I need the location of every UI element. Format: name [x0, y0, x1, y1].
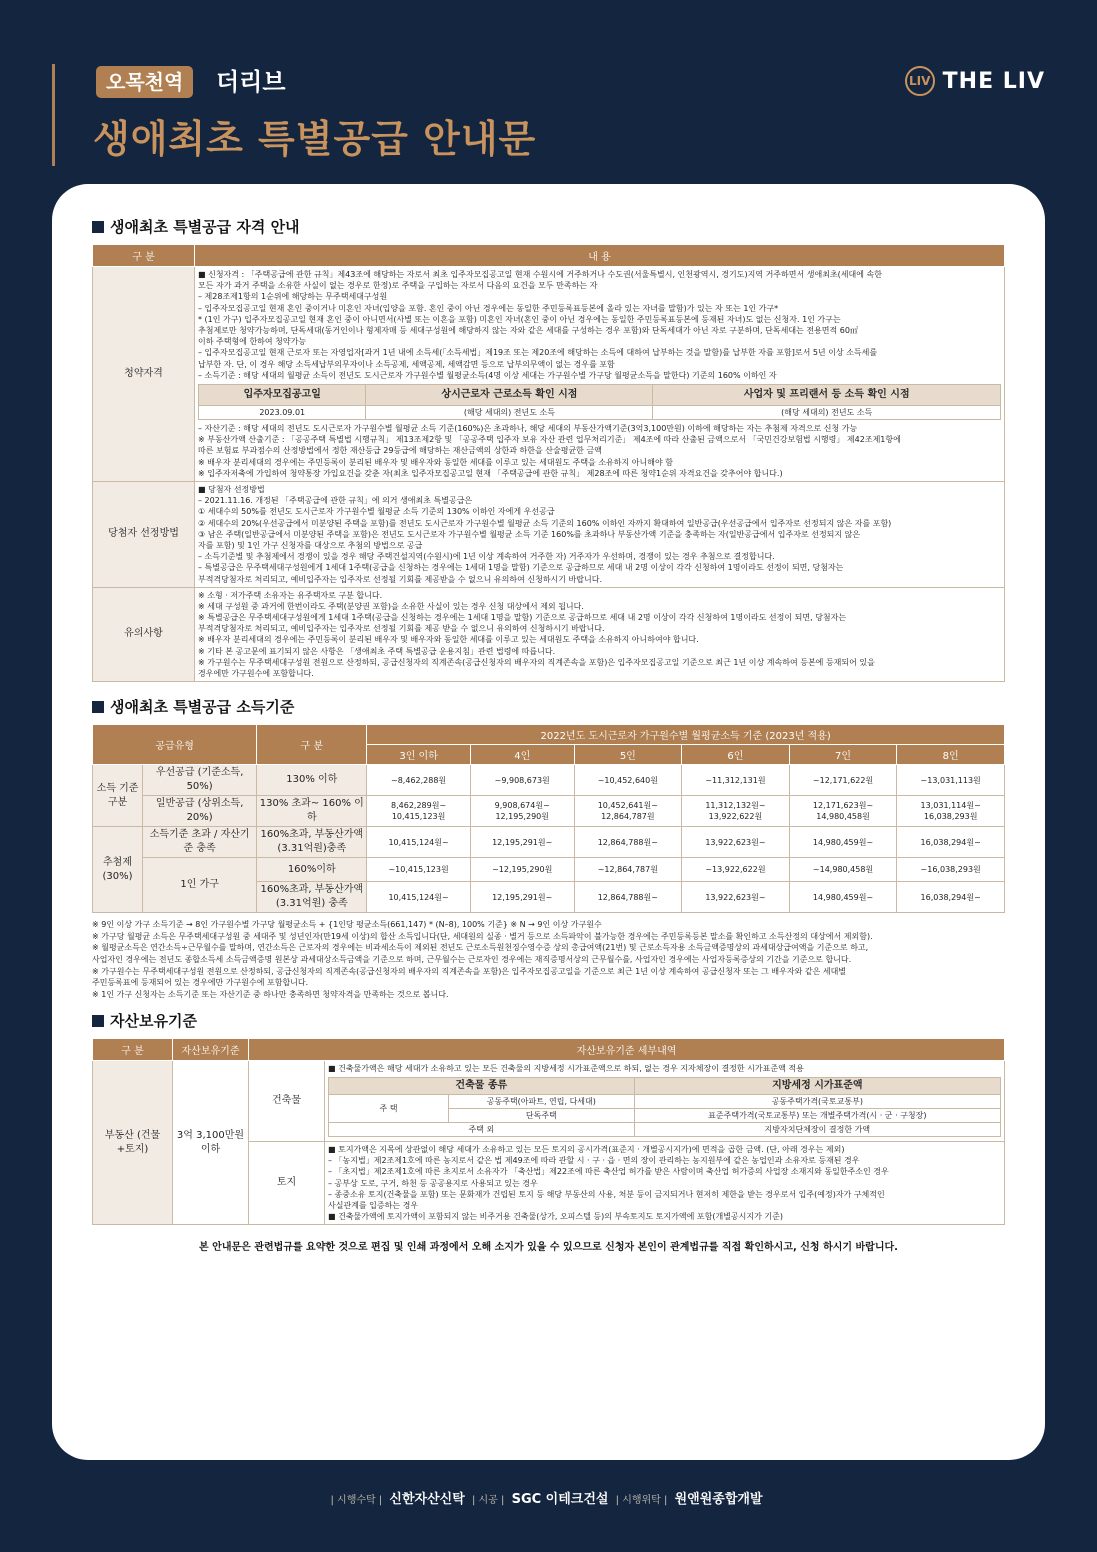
persons-header: 5인 — [574, 745, 682, 765]
building-price-0: 공동주택가격(국토교통부) — [634, 1094, 1000, 1108]
caution-line: ※ 특별공급은 무주택세대구성원에게 1세대 1주택(공급을 신청하는 경우에는 1세대 1명을 말함) 기준으로 공급하므로 세대 내 2명 이상이 각각 신청하여 1명이라도 선정이 되면, 당첨자는 — [198, 613, 847, 623]
footer-trust-company: 신한자산신탁 — [389, 1492, 465, 1507]
persons-header: 6인 — [682, 745, 790, 765]
income-val-1-5: 13,031,114원~ 16,038,293원 — [897, 796, 1005, 827]
income-val-3-1: ~12,195,290원 — [470, 858, 574, 882]
asset-building-detail — [325, 1061, 1005, 1142]
asset-head-limit: 자산보유기준 — [173, 1039, 249, 1061]
land-line: – 「농지법」제2조제1호에 따른 농지로서 같은 법 제49조에 따라 관할 시 · 구 · 읍 · 면의 장이 관리하는 농지원부에 같은 농업인과 소유자로 등재된 경우 — [328, 1156, 860, 1166]
income-note: ※ 가구당 월평균 소득은 무주택세대구성원 중 세대주 및 성년인자(만19세 이상)의 합산 소득입니다(단, 세대원의 실종 · 별거 등으로 소득파악이 불가능한 경우에는 주민등록등본 말소를 확인하고 소득산정의 대상에서 제외함). — [92, 931, 873, 941]
qualification-lines — [198, 269, 1001, 381]
col-header-content: 내 용 — [195, 245, 1005, 267]
income-head-main: 2022년도 도시근로자 가구원수별 월평균소득 기준 (2023년 적용) — [367, 725, 1005, 745]
caution-line: ※ 기타 본 공고문에 표기되지 않은 사항은 「생애최초 주택 특별공급 운용지침」관련 법령에 따릅니다. — [198, 646, 556, 656]
income-note: 주민등록표에 등재되어 있는 경우에만 가구원수에 포함합니다. — [92, 978, 309, 988]
income-note: ※ 가구원수는 무주택세대구성원 전원으로 산정하되, 공급신청자의 직계존속(공급신청자의 배우자의 직계존속을 포함)은 입주자모집공고일을 기준으로 최근 1년 이상 계속하여 공급신청자 또는 그 배우자와 같은 세대별 — [92, 966, 847, 976]
asset-table — [92, 1038, 1005, 1225]
cautions-lines — [198, 590, 1001, 680]
inner-head-1: 상시근로자 근로소득 확인 시점 — [366, 384, 653, 405]
asset-limit: 3억 3,100만원 이하 — [173, 1061, 249, 1225]
land-line: – 「초지법」제2조제1호에 따른 초지로서 소유자가 「축산법」제22조에 따른 축산업 허가를 받은 사람이며 축산업 허가증의 사업장 소재지와 동일한주소인 경우 — [328, 1167, 889, 1177]
selection-line: ■ 당첨자 선정방법 — [198, 485, 265, 494]
income-val-1-4: 12,171,623원~ 14,980,458원 — [789, 796, 897, 827]
notice-card — [52, 184, 1045, 1460]
caution-line: ※ 소형 · 저가주택 소유자는 유주택자로 구분 합니다. — [198, 590, 383, 600]
income-check-table — [198, 384, 1001, 420]
asset-head-detail: 자산보유기준 세부내역 — [249, 1039, 1005, 1061]
income-type-2: 소득기준 초과 / 자산기준 충족 — [143, 827, 257, 858]
bullet-square-icon — [92, 221, 104, 233]
persons-header: 8인 — [897, 745, 1005, 765]
asset-land-detail — [325, 1142, 1005, 1225]
income-val-0-2: ~10,452,640원 — [574, 765, 682, 796]
building-price-table — [328, 1077, 1001, 1138]
income-val-3-5: ~16,038,293원 — [897, 858, 1005, 882]
income-val-0-5: ~13,031,113원 — [897, 765, 1005, 796]
income-val-0-4: ~12,171,622원 — [789, 765, 897, 796]
income-table — [92, 724, 1005, 913]
land-line: ■ 토지가액은 지목에 상관없이 해당 세대가 소유하고 있는 모든 토지의 공시가격(표준지 · 개별공시지가)에 면적을 곱한 금액. (단, 아래 경우는 제외) — [328, 1145, 845, 1155]
inner-cell-1: (해당 세대의) 전년도 소득 — [366, 405, 653, 419]
caution-line: 경우에만 가구원수에 포함합니다. — [198, 669, 314, 678]
income-val-2-4: 14,980,459원~ — [789, 827, 897, 858]
liv-emblem-icon: LIV — [905, 66, 935, 96]
income-notes — [92, 919, 1005, 1000]
inner-head-2: 사업자 및 프리랜서 등 소득 확인 시점 — [653, 384, 1001, 405]
selection-line: – 2021.11.16. 개정된 「주택공급에 관한 규칙」에 의거 생애최초 특별공급은 — [198, 496, 473, 506]
station-badge: 오목천역 — [96, 66, 193, 98]
selection-line: 부적격당첨자로 처리되고, 예비입주자는 입주자로 선정될 기회를 제공받을 수 없으니 유의하여 신청하시기 바랍니다. — [198, 574, 602, 584]
building-kind-2: 주택 외 — [329, 1122, 635, 1136]
inner-cell-0: 2023.09.01 — [199, 405, 366, 419]
the-liv-logo — [905, 66, 1045, 96]
income-val-4-3: 13,922,623원~ — [682, 882, 790, 913]
qualification-line: – 입주자모집공고일 현재 혼인 중이거나 미혼인 자녀(입양을 포함. 혼인 중이 아닌 경우에는 동일한 주민등록표등본에 올라 있는 자녀를 말함)가 있는 자 또는 1인 가구* — [198, 303, 779, 313]
building-kind-0: 공동주택(아파트, 연립, 다세대) — [449, 1094, 635, 1108]
land-line: – 종중소유 토지(건축물을 포함) 또는 문화재가 건립된 토지 등 해당 부동산의 사용, 처분 등이 금지되거나 현저히 제한을 받는 경우로서 입주(예정)자가 구체적인 — [328, 1189, 885, 1199]
inner-head-0: 입주자모집공고일 — [199, 384, 366, 405]
income-key-3: 160%이하 — [257, 858, 367, 882]
qualification-line: ■ 신청자격 : 「주택공급에 관한 규칙」제43조에 해당하는 자로서 최초 입주자모집공고일 현재 수원시에 거주하거나 수도권(서울특별시, 인천광역시, 경기도)지역 거주하면서 생애최초(세대에 속한 — [198, 270, 882, 279]
income-val-0-0: ~8,462,288원 — [367, 765, 471, 796]
income-val-4-4: 14,980,459원~ — [789, 882, 897, 913]
building-head-kind: 건축물 종류 — [329, 1077, 635, 1094]
selection-lines — [198, 484, 1001, 585]
footer-build-company: SGC 이테크건설 — [511, 1492, 609, 1507]
footer-label-build: | 시공 | — [471, 1495, 505, 1506]
income-val-3-2: ~12,864,787원 — [574, 858, 682, 882]
building-intro: ■ 건축물가액은 해당 세대가 소유하고 있는 모든 건축물의 지방세정 시가표준액으로 하되, 없는 경우 지자체장이 결정한 시가표준액 적용 — [328, 1064, 804, 1074]
persons-header: 4인 — [470, 745, 574, 765]
qualification-line: ※ 배우자 분리세대의 경우에는 주민등록이 분리된 배우자 및 배우자와 동일한 세대를 이루고 있는 세대원도 주택을 소유하지 아니해야 함 — [198, 457, 673, 467]
asset-head-gubun: 구 분 — [93, 1039, 173, 1061]
income-val-1-3: 11,312,132원~ 13,922,622원 — [682, 796, 790, 827]
building-price-1: 표준주택가격(국토교통부) 또는 개별주택가격(시 · 군 · 구청장) — [634, 1108, 1000, 1122]
selection-content — [195, 482, 1005, 588]
income-note: ※ 월평균소득은 연간소득÷근무월수를 말하며, 연간소득은 근로자의 경우에는 비과세소득이 제외된 전년도 근로소득원천징수영수증 상의 총급여액(21번) 및 근로소득자용 소득금액증명상의 과세대상급여액을 기준으로 하고, — [92, 943, 869, 953]
income-group-lottery: 추첨제 (30%) — [93, 827, 143, 913]
income-val-3-3: ~13,922,622원 — [682, 858, 790, 882]
eligibility-table — [92, 244, 1005, 682]
qualification-line: – 자산기준 : 해당 세대의 전년도 도시근로자 가구원수별 월평균 소득 기준(160%)은 초과하나, 해당 세대의 부동산가액기준(3억3,100만원) 이하에 해당하는 자는 추첨제 자격으로 신청 가능 — [198, 424, 858, 434]
footer-label-dev: | 시행위탁 | — [615, 1495, 668, 1506]
qualification-content — [195, 267, 1005, 482]
qualification-lines-2 — [198, 423, 1001, 479]
land-line: ■ 건축물가액에 토지가액이 포함되지 않는 비주거용 건축물(상가, 오피스텔 등)의 부속토지도 토지가액에 포함(개별공시지가 기준) — [328, 1212, 783, 1222]
logo-text: THE LIV — [942, 68, 1045, 94]
caution-line: ※ 가구원수는 무주택세대구성원 전원으로 산정하되, 공급신청자의 직계존속(공급신청자의 배우자의 직계존속을 포함)은 입주자모집공고일 기준으로 최근 1년 이상 계속하여 등본에 등재되어 있을 — [198, 657, 875, 667]
income-head-gubun: 구 분 — [257, 725, 367, 765]
persons-header: 7인 — [789, 745, 897, 765]
qualification-line: – 입주자모집공고일 현재 근로자 또는 자영업자[과거 1년 내에 소득세(「소득세법」제19조 또는 제20조에 해당하는 소득에 대하여 납부하는 것을 말함)를 납부한 자를 포함]로서 5년 이상 소득세를 — [198, 348, 878, 358]
legal-notice: 본 안내문은 관련법규를 요약한 것으로 편집 및 인쇄 과정에서 오해 소지가 있을 수 있으므로 신청자 본인이 관계법규를 직접 확인하시고, 신청 하시기 바랍니다. — [199, 1242, 898, 1254]
caution-line: ※ 세대 구성원 중 과거에 한번이라도 주택(분양권 포함)을 소유한 사실이 있는 경우 신청 대상에서 제외 됩니다. — [198, 601, 584, 611]
income-head-type: 공급유형 — [93, 725, 257, 765]
qualification-line: – 소득기준 : 해당 세대의 월평균 소득이 전년도 도시근로자 가구원수별 월평균소득(4명 이상 세대는 가구원수별 가구당 월평균소득을 말한다) 기준의 160% 이하인 자 — [198, 370, 777, 380]
income-key-2: 160%초과, 부동산가액 (3.31억원)충족 — [257, 827, 367, 858]
income-val-3-0: ~10,415,123원 — [367, 858, 471, 882]
caution-line: 부적격당첨자로 처리되고, 예비입주자는 입주자로 선정될 기회를 제공 받을 수 없으니 유의하여 신청하시기 바랍니다. — [198, 624, 605, 634]
income-group-standard: 소득 기준 구분 — [93, 765, 143, 827]
section-title-eligibility: 생애최초 특별공급 자격 안내 — [92, 216, 1005, 237]
income-type-1: 일반공급 (상위소득, 20%) — [143, 796, 257, 827]
qualification-line: * (1인 가구) 입주자모집공고일 현재 혼인 중이 아니면서(사별 또는 이혼을 포함) 미혼인 자녀(혼인 중이 아닌 경우에는 동일한 주민등록표등본에 등재된 자녀)도 없는 신청자. 1인 가구는 — [198, 314, 841, 324]
qualification-line: 추첨제로만 청약가능하며, 단독세대(동거인이나 형제자매 등 세대구성원에 해당하지 않는 자와 같은 세대를 구성하는 경우 포함)와 단독세대가 아닌 자로 구분하며, 단독세대는 전용면적 60㎡ — [198, 325, 858, 335]
income-type-3: 1인 가구 — [143, 858, 257, 913]
qualification-line: 따른 보험료 부과점수의 산정방법에서 정한 재산등급 29등급에 해당하는 재산금액의 상한과 하한을 산술평균한 금액 — [198, 446, 602, 456]
land-lines — [328, 1144, 1001, 1222]
income-val-1-2: 10,452,641원~ 12,864,787원 — [574, 796, 682, 827]
qualification-line: 납부한 자. 단, 이 경우 해당 소득세납부의무자이나 소득공제, 세액공제, 세액감면 등으로 납부의무액이 없는 경우를 포함 — [198, 359, 615, 369]
section-title-income: 생애최초 특별공급 소득기준 — [92, 696, 1005, 717]
housing-label: 주 택 — [329, 1094, 449, 1122]
header-accent-line — [52, 64, 55, 166]
cautions-content — [195, 587, 1005, 682]
selection-line: ② 세대수의 20%(우선공급에서 미분양된 주택을 포함)를 전년도 도시근로자 가구원수별 월평균 소득 기준의 160% 이하인 자까지 확대하여 일반공급(우선공급에서 입주자로 선정되지 않은 자를 포함) — [198, 518, 892, 528]
income-note: ※ 1인 가구 신청자는 소득기준 또는 자산기준 중 하나만 충족하면 청약자격을 만족하는 것으로 봅니다. — [92, 989, 449, 999]
income-val-3-4: ~14,980,458원 — [789, 858, 897, 882]
asset-land-label: 토지 — [249, 1142, 325, 1225]
qualification-line: 이하 주택형에 한하여 청약가능 — [198, 337, 307, 347]
income-note: ※ 9인 이상 가구 소득기준 → 8인 가구원수별 가구당 월평균소득 + {1인당 평균소득(661,147) * (N–8), 100% 기준} ※ N → 9인 이상 가구원수 — [92, 920, 602, 930]
income-val-1-1: 9,908,674원~ 12,195,290원 — [470, 796, 574, 827]
selection-line: 자를 포함) 및 1인 가구 신청자를 대상으로 추첨의 방법으로 공급 — [198, 540, 423, 550]
row-label-selection: 당첨자 선정방법 — [93, 482, 195, 588]
income-val-4-2: 12,864,788원~ — [574, 882, 682, 913]
bullet-square-icon — [92, 701, 104, 713]
col-header-category: 구 분 — [93, 245, 195, 267]
land-line: 사실관계를 입증하는 경우 — [328, 1201, 419, 1211]
income-note: 사업자인 경우에는 전년도 종합소득세 소득금액증명 원본상 과세대상소득금액을 기준으로 하며, 근무월수는 근로자인 경우에는 재직증명서상의 근무월수를, 사업자인 경우에는 사업자등록증상의 기간을 기준으로 합니다. — [92, 954, 852, 964]
building-kind-1: 단독주택 — [449, 1108, 635, 1122]
row-label-qualification: 청약자격 — [93, 267, 195, 482]
income-key-0: 130% 이하 — [257, 765, 367, 796]
selection-line: – 소득기준별 및 추첨제에서 경쟁이 있을 경우 해당 주택건설지역(수원시)에 1년 이상 계속하여 거주한 자) 거주자가 우선하며, 경쟁이 있는 경우 추첨으로 결정합니다. — [198, 552, 775, 562]
income-val-2-0: 10,415,124원~ — [367, 827, 471, 858]
building-head-price: 지방세정 시가표준액 — [634, 1077, 1000, 1094]
qualification-line: 모든 자가 과거 주택을 소유한 사실이 없는 경우로 한정)로 주택을 구입하는 자로서 다음의 요건을 모두 만족하는 자 — [198, 281, 598, 291]
income-val-2-1: 12,195,291원~ — [470, 827, 574, 858]
income-val-0-1: ~9,908,673원 — [470, 765, 574, 796]
income-val-2-5: 16,038,294원~ — [897, 827, 1005, 858]
persons-header: 3인 이하 — [367, 745, 471, 765]
selection-line: ③ 남은 주택(일반공급에서 미분양된 주택을 포함)은 전년도 도시근로자 가구원수별 월평균 소득 기준 160%를 초과하나 부동산가액 기준을 충족하는 자(일반공급에서 입주자로 선정되지 않은 — [198, 529, 861, 539]
qualification-line: ※ 입주자저축에 가입하여 청약통장 가입요건을 갖춘 자(최초 입주자모집공고일 현재 「주택공급에 관한 규칙」 제28조에 따른 청약1순위 자격요건을 갖추어야 합니다.) — [198, 468, 783, 478]
brand-name: 더리브 — [216, 68, 286, 96]
inner-cell-2: (해당 세대의) 전년도 소득 — [653, 405, 1001, 419]
income-key-1: 130% 초과~ 160% 이하 — [257, 796, 367, 827]
land-line: – 공부상 도로, 구거, 하천 등 공공용지로 사용되고 있는 경우 — [328, 1178, 538, 1188]
asset-building-label: 건축물 — [249, 1061, 325, 1142]
page-title: 생애최초 특별공급 안내문 — [93, 117, 537, 161]
income-key-4: 160%초과, 부동산가액 (3.31억원) 충족 — [257, 882, 367, 913]
footer-credits — [0, 1488, 1097, 1507]
income-val-2-3: 13,922,623원~ — [682, 827, 790, 858]
asset-category: 부동산 (건물+토지) — [93, 1061, 173, 1225]
income-val-4-1: 12,195,291원~ — [470, 882, 574, 913]
income-val-4-0: 10,415,124원~ — [367, 882, 471, 913]
income-type-0: 우선공급 (기준소득, 50%) — [143, 765, 257, 796]
bullet-square-icon — [92, 1015, 104, 1027]
income-val-2-2: 12,864,788원~ — [574, 827, 682, 858]
section-title-assets: 자산보유기준 — [92, 1010, 1005, 1031]
caution-line: ※ 배우자 분리세대의 경우에는 주민등록이 분리된 배우자 및 배우자와 동일한 세대를 이루고 있는 세대원도 주택을 소유하지 아니하여야 합니다. — [198, 635, 699, 645]
row-label-cautions: 유의사항 — [93, 587, 195, 682]
selection-line: ① 세대수의 50%를 전년도 도시근로자 가구원수별 월평균 소득 기준의 130% 이하인 자에게 우선공급 — [198, 507, 555, 517]
qualification-line: – 제28조제1항의 1순위에 해당하는 무주택세대구성원 — [198, 292, 388, 302]
income-val-1-0: 8,462,289원~ 10,415,123원 — [367, 796, 471, 827]
selection-line: – 특별공급은 무주택세대구성원에게 1세대 1주택(공급을 신청하는 경우에는 1세대 1명을 말함) 기준으로 공급하므로 세대 내 2명 이상이 각각 신청하여 1명이라도 선정이 되면, 당첨자는 — [198, 563, 844, 573]
qualification-line: ※ 부동산가액 산출기준 : 「공공주택 특별법 시행규칙」 제13조제2항 및 「공공주택 입주자 보유 자산 관련 업무처리기준」 제4조에 따라 산출된 금액으로서 「국민건강보험법 시행령」 제42조제1항에 — [198, 435, 901, 445]
income-val-4-5: 16,038,294원~ — [897, 882, 1005, 913]
building-price-2: 지방자치단체장이 결정한 가액 — [634, 1122, 1000, 1136]
footer-dev-company: 원앤원종합개발 — [674, 1492, 763, 1507]
footer-label-trust: | 시행수탁 | — [330, 1495, 383, 1506]
income-val-0-3: ~11,312,131원 — [682, 765, 790, 796]
